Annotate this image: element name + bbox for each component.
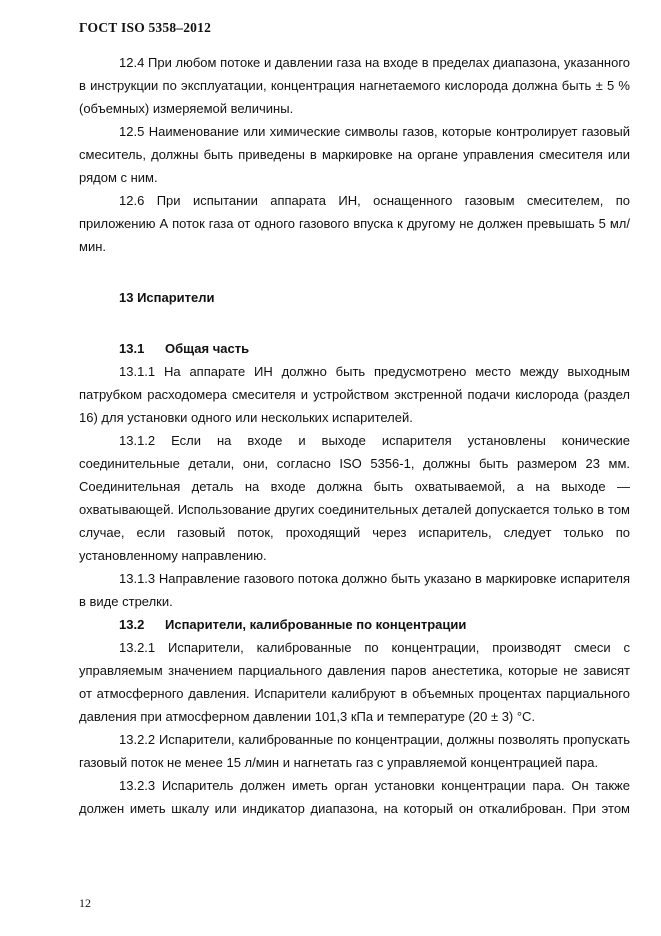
subsection-heading-13-1 [79, 337, 630, 360]
paragraph-13-1-2: 13.1.2 Если на входе и выходе испарителя установлены конические соединительные детали, они, согласно ISO 5356-1, должны быть размером 23 мм. Соединительная деталь на входе должна быть охватываемой, а на выходе — охватывающей. Использование других соединительных деталей допускается только в том случае, если газовый поток, проходящий через испаритель, следует только по установленному направлению. [79, 433, 630, 563]
subsection-heading-13-2 [79, 613, 630, 636]
subsection-title: Испарители, калиброванные по концентрации [165, 617, 467, 632]
document-header: ГОСТ ISO 5358–2012 [79, 20, 212, 35]
document-body [79, 51, 630, 820]
paragraph-13-1-1: 13.1.1 На аппарате ИН должно быть предусмотрено место между выходным патрубком расходомера смесителя и устройством экстренной подачи кислорода (раздел 16) для установки одного или нескольких испарителей. [79, 364, 630, 425]
paragraph-12-5: 12.5 Наименование или химические символы газов, которые контролирует газовый смеситель, должны быть приведены в маркировке на органе управления смесителя или рядом с ним. [79, 124, 630, 185]
paragraph-13-2-3: 13.2.3 Испаритель должен иметь орган установки концентрации пара. Он также должен иметь шкалу или индикатор диапазона, на который он откалиброван. При этом [79, 778, 630, 816]
page-number: 12 [79, 896, 91, 910]
paragraph-13-2-1: 13.2.1 Испарители, калиброванные по концентрации, производят смеси с управляемым значением парциального давления паров анестетика, которые не зависят от атмосферного давления. Испарители калибруют в объемных процентах парциального давления при атмосферном давлении 101,3 кПа и температуре (20 ± 3) °С. [79, 640, 630, 724]
subsection-number: 13.2 [119, 617, 145, 632]
subsection-number: 13.1 [119, 341, 145, 356]
section-heading-13: 13 Испарители [119, 290, 215, 305]
paragraph-13-1-3: 13.1.3 Направление газового потока должно быть указано в маркировке испарителя в виде стрелки. [79, 571, 630, 609]
paragraph-12-6: 12.6 При испытании аппарата ИН, оснащенного газовым смесителем, по приложению А поток газа от одного газового впуска к другому не должен превышать 5 мл/мин. [79, 193, 630, 254]
subsection-title: Общая часть [165, 341, 250, 356]
paragraph-13-2-2: 13.2.2 Испарители, калиброванные по концентрации, должны позволять пропускать газовый поток не менее 15 л/мин и нагнетать газ с управляемой концентрацией пара. [79, 732, 630, 770]
paragraph-12-4: 12.4 При любом потоке и давлении газа на входе в пределах диапазона, указанного в инструкции по эксплуатации, концентрация нагнетаемого кислорода должна быть ± 5 % (объемных) измеряемой величины. [79, 55, 630, 116]
